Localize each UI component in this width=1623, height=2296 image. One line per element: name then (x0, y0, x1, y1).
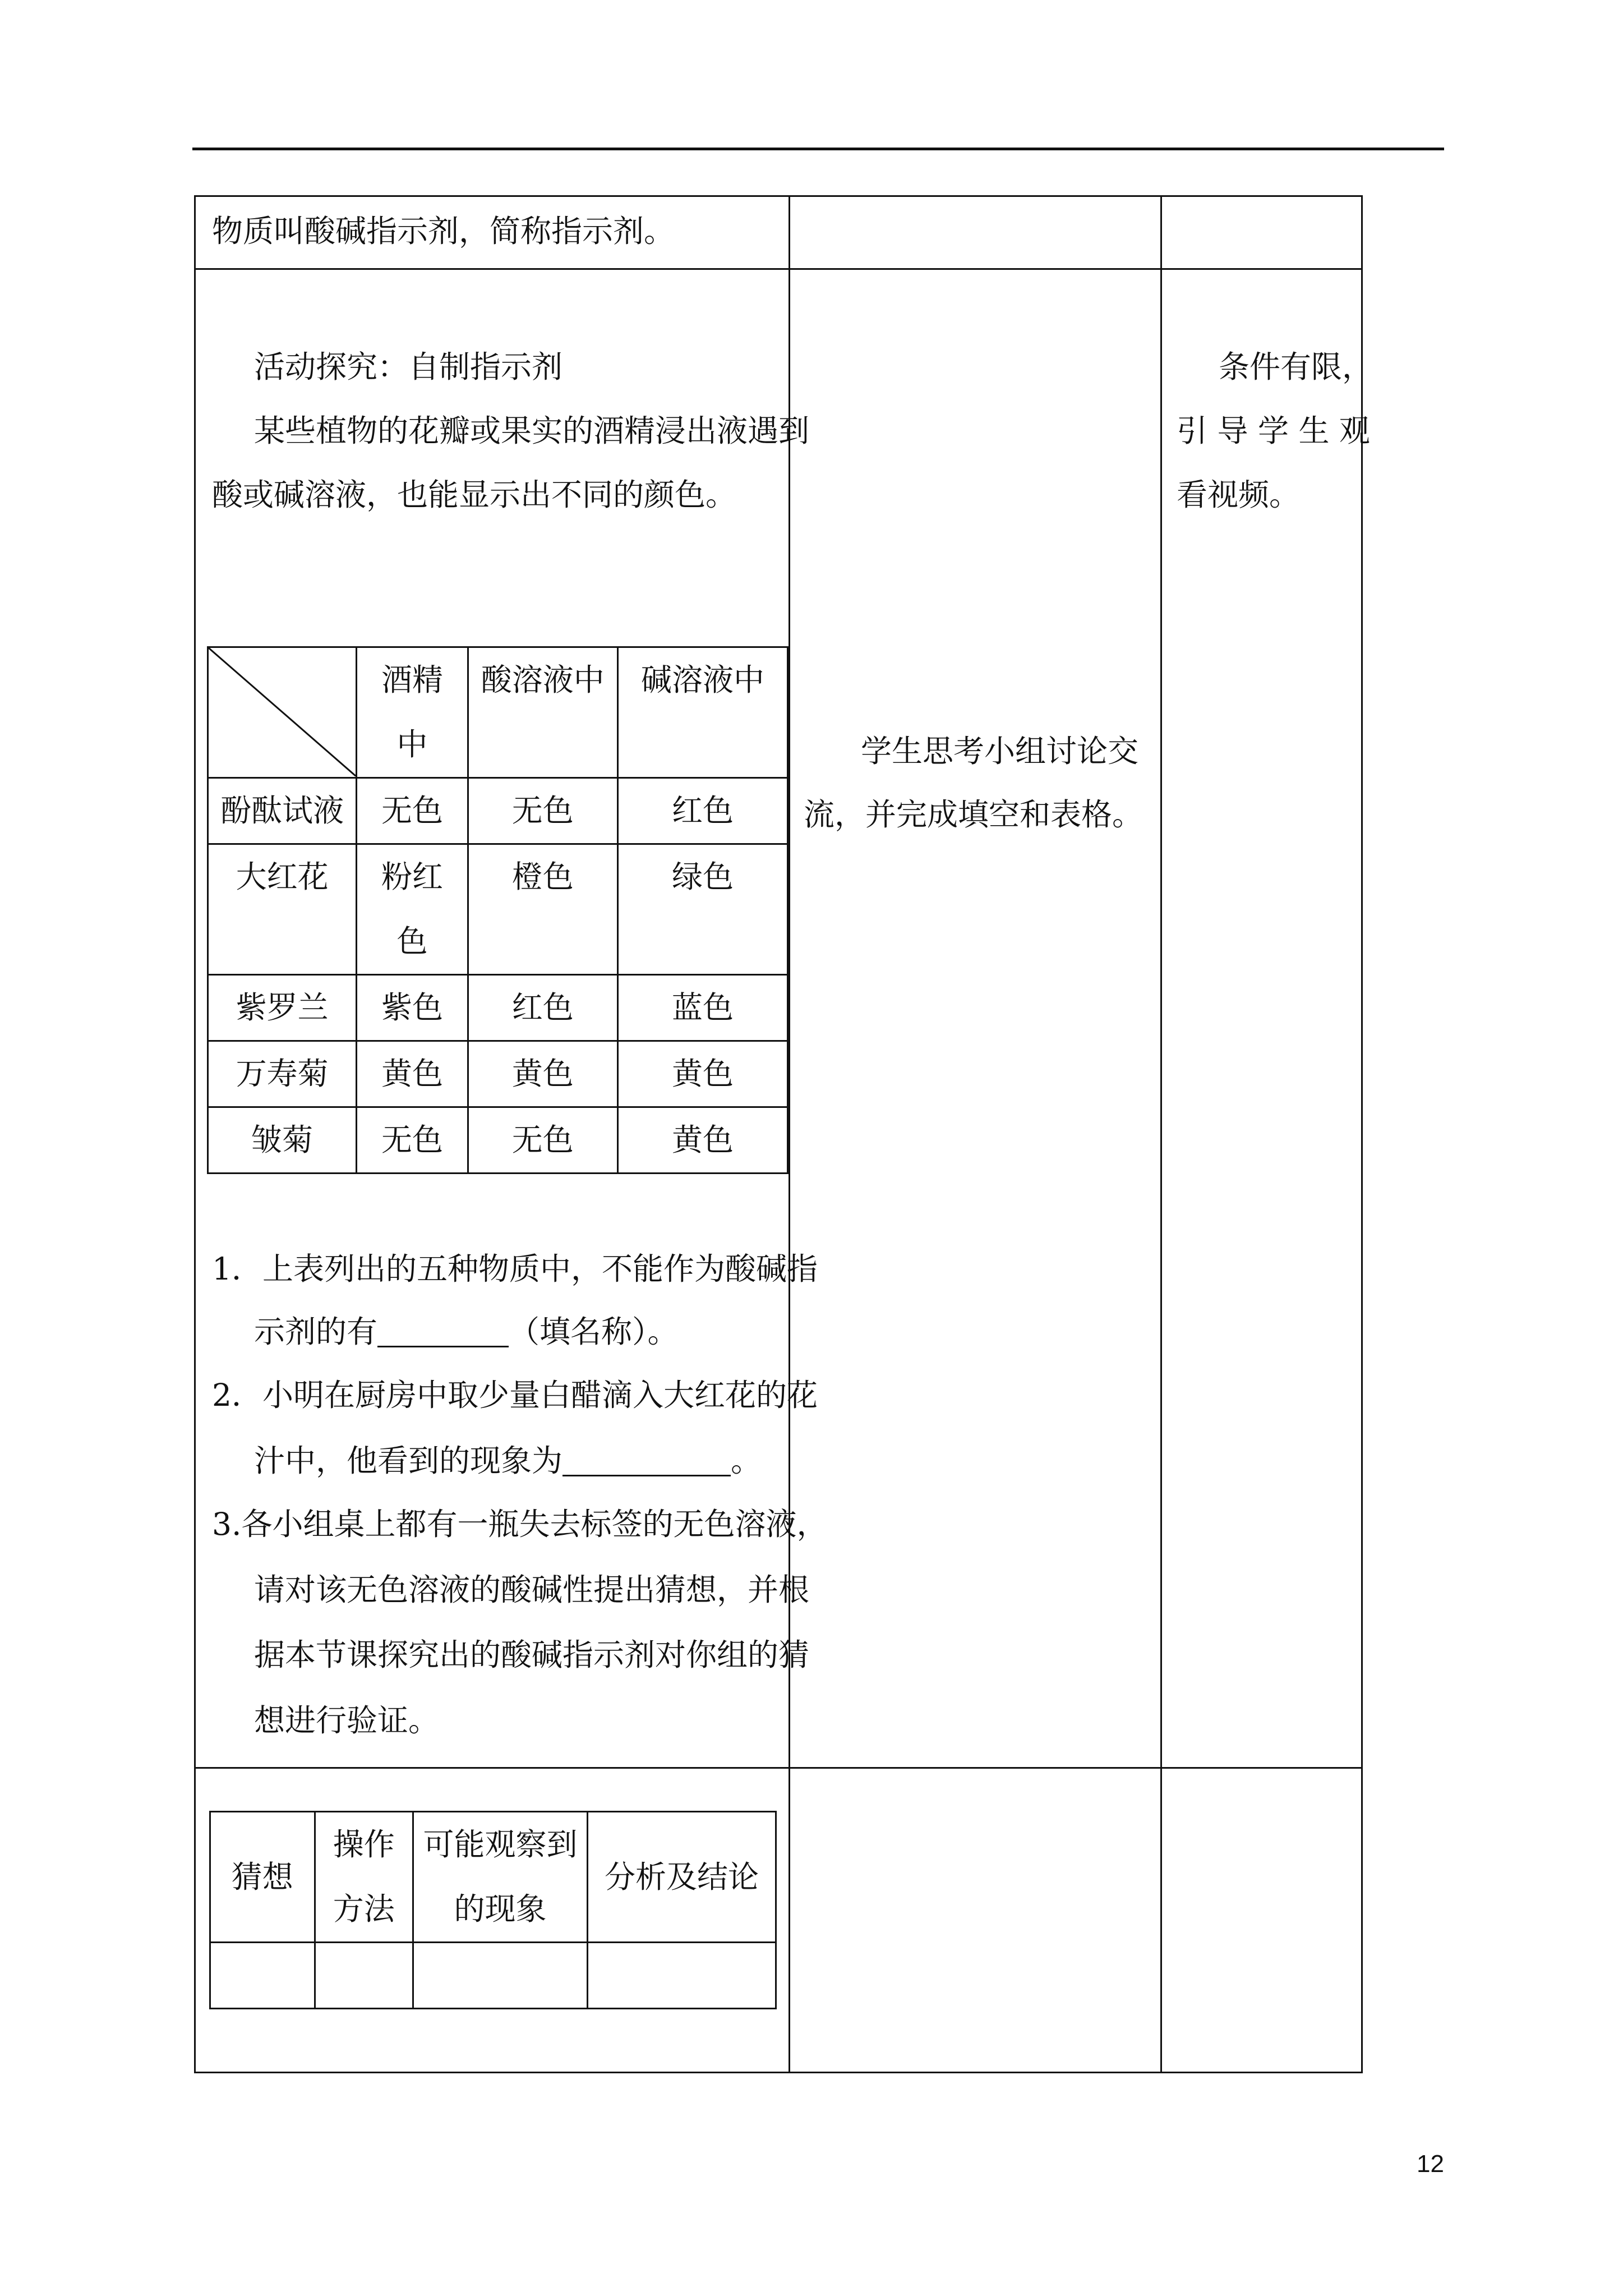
color-in-alcohol-line1: 粉红 (381, 859, 443, 895)
question-2-line1: 2．小明在厨房中取少量白醋滴入大红花的花 (212, 1377, 818, 1413)
question-2-line2 (254, 1443, 762, 1479)
intro-line-2: 酸或碱溶液，也能显示出不同的颜色。 (212, 477, 737, 513)
question-1-text-a: 示剂的有 (254, 1314, 378, 1350)
row-divider-1 (194, 268, 1361, 270)
color-in-base: 绿色 (617, 844, 787, 975)
column-divider-2 (1160, 195, 1162, 2072)
color-in-base: 黄色 (617, 1041, 787, 1107)
activity-heading: 活动探究：自制指示剂 (254, 349, 563, 385)
note-line2: 引 导 学 生 观 (1177, 413, 1370, 449)
note-line1: 条件有限， (1219, 349, 1373, 385)
color-in-base: 红色 (617, 778, 787, 844)
header-rule (192, 148, 1444, 150)
empty-cell[interactable] (588, 1943, 776, 2009)
color-in-acid: 红色 (468, 975, 617, 1041)
diagonal-header-cell (208, 647, 357, 778)
substance-name: 大红花 (208, 844, 357, 975)
color-in-alcohol: 无色 (357, 1107, 468, 1174)
question-1-line2 (254, 1314, 679, 1350)
student-activity-line2: 流，并完成填空和表格。 (804, 797, 1144, 832)
header-observation-line1: 可能观察到 (423, 1826, 578, 1862)
color-in-alcohol: 紫色 (357, 975, 468, 1041)
intro-line-1: 某些植物的花瓣或果实的酒精浸出液遇到 (254, 413, 810, 449)
row-divider-2 (194, 1767, 1361, 1769)
header-hypothesis: 猜想 (210, 1812, 315, 1943)
question-3-line2: 请对该无色溶液的酸碱性提出猜想，并根 (254, 1572, 810, 1608)
question-1-text-b: （填名称）。 (509, 1314, 679, 1350)
color-in-acid: 黄色 (468, 1041, 617, 1107)
substance-name: 皱菊 (208, 1107, 357, 1174)
question-2-text-b: 。 (731, 1443, 762, 1479)
question-3-line3: 据本节课探究出的酸碱指示剂对你组的猜 (254, 1637, 810, 1673)
question-3-line1: 3.各小组桌上都有一瓶失去标签的无色溶液， (212, 1506, 828, 1542)
row1-text: 物质叫酸碱指示剂，简称指示剂。 (212, 213, 675, 249)
color-in-acid: 橙色 (468, 844, 617, 975)
color-in-alcohol: 无色 (357, 778, 468, 844)
indicator-table (207, 646, 789, 1174)
note-line3: 看视频。 (1177, 477, 1301, 513)
table-row (208, 844, 788, 975)
header-operation-line2: 方法 (333, 1891, 395, 1927)
table-row (208, 1041, 788, 1107)
table-row (210, 1943, 776, 2009)
header-conclusion: 分析及结论 (588, 1812, 776, 1943)
color-in-alcohol (357, 844, 468, 975)
color-in-acid: 无色 (468, 1107, 617, 1174)
student-activity-line1: 学生思考小组讨论交 (861, 733, 1139, 769)
color-in-base: 黄色 (617, 1107, 787, 1174)
question-1-line1: 1．上表列出的五种物质中，不能作为酸碱指 (212, 1251, 818, 1287)
answer-blank-2[interactable] (562, 1447, 731, 1476)
color-in-alcohol-line2: 色 (396, 923, 428, 959)
hypothesis-table-header-row (210, 1812, 776, 1943)
diagonal-line (209, 648, 356, 776)
question-2-text-a: 汁中，他看到的现象为 (254, 1443, 563, 1479)
table-row (208, 778, 788, 844)
indicator-table-header-row (208, 647, 788, 778)
answer-blank-1[interactable] (377, 1318, 509, 1347)
header-operation (315, 1812, 413, 1943)
hypothesis-table (209, 1811, 777, 2009)
empty-cell[interactable] (413, 1943, 588, 2009)
page-number: 12 (1417, 2150, 1444, 2178)
header-base: 碱溶液中 (617, 647, 787, 778)
header-observation (413, 1812, 588, 1943)
header-operation-line1: 操作 (333, 1826, 395, 1862)
table-row (208, 1107, 788, 1174)
header-acid: 酸溶液中 (468, 647, 617, 778)
substance-name: 万寿菊 (208, 1041, 357, 1107)
color-in-alcohol: 黄色 (357, 1041, 468, 1107)
header-alcohol (357, 647, 468, 778)
substance-name: 酚酞试液 (208, 778, 357, 844)
question-3-line4: 想进行验证。 (254, 1703, 440, 1738)
empty-cell[interactable] (210, 1943, 315, 2009)
substance-name: 紫罗兰 (208, 975, 357, 1041)
header-alcohol-line2: 中 (396, 726, 428, 762)
color-in-acid: 无色 (468, 778, 617, 844)
header-observation-line2: 的现象 (454, 1891, 547, 1927)
table-row (208, 975, 788, 1041)
column-divider-1 (789, 195, 790, 2072)
header-alcohol-line1: 酒精 (381, 662, 443, 698)
empty-cell[interactable] (315, 1943, 413, 2009)
color-in-base: 蓝色 (617, 975, 787, 1041)
